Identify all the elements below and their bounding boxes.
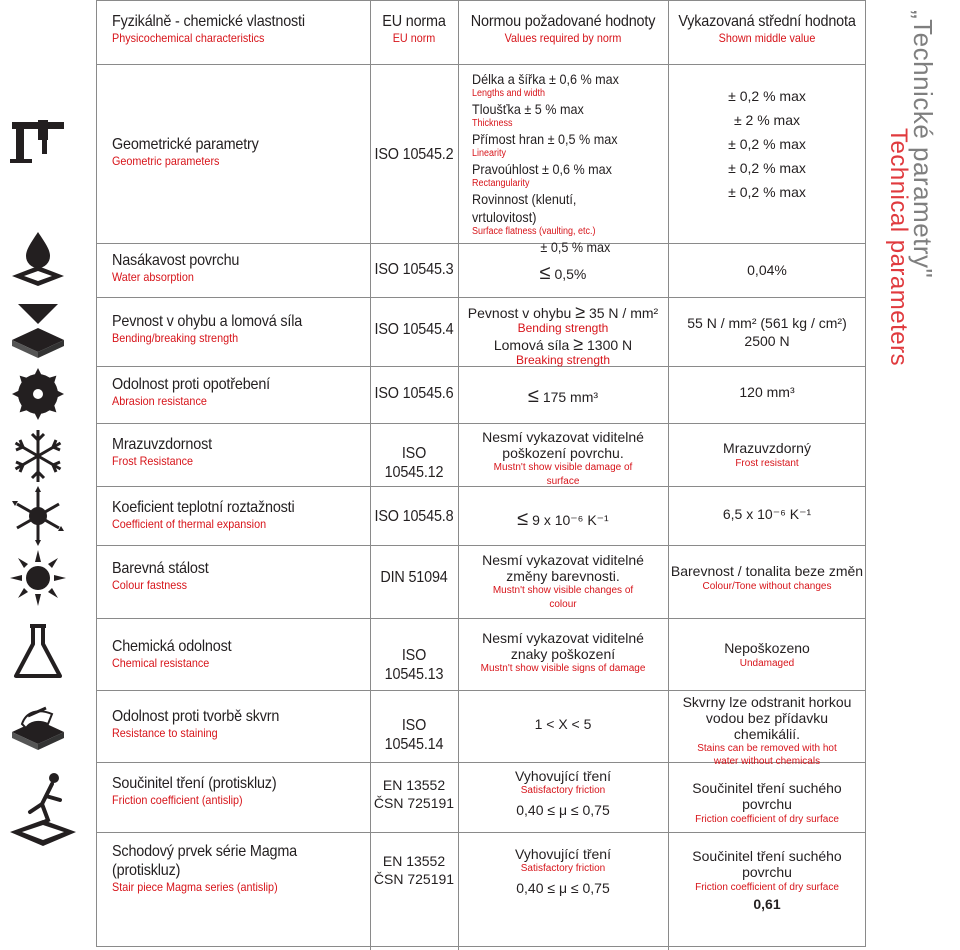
norm: ISO 10545.2: [374, 146, 454, 163]
req-line: Přímost hran ± 0,5 % max: [472, 131, 618, 147]
value-en: Friction coefficient of dry surface: [695, 814, 839, 825]
value-line: ± 0,2 % max: [728, 160, 806, 176]
greater-equal-symbol: ≥: [573, 334, 584, 354]
row-thermal-name: [112, 498, 370, 532]
req-label: Lomová síla: [493, 337, 570, 353]
row-absorption-norm: [370, 260, 458, 279]
row-stair-required: [458, 846, 668, 896]
value: 6,5 x 10⁻⁶ K⁻¹: [722, 506, 812, 522]
name-en: Colour fastness: [112, 578, 188, 592]
name-en: Water absorption: [112, 270, 194, 284]
req-value: 35 N / mm²: [588, 305, 659, 321]
norm: ČSN 725191: [373, 871, 455, 887]
sidebar-title-grey: „Technické parametry": [908, 10, 938, 279]
name-cz: Schodový prvek série Magma (protiskluz): [112, 843, 298, 879]
flask-icon: [8, 622, 68, 682]
req-en: Surface flatness (vaulting, etc.): [472, 226, 596, 237]
name-cz: Odolnost proti tvorbě skvrn: [112, 708, 280, 725]
row-friction-name: [112, 774, 370, 808]
press-icon: [8, 300, 68, 360]
req-value: 0,5%: [554, 266, 587, 282]
req-en: Thickness: [472, 118, 513, 129]
row-abrasion-name: [112, 375, 370, 409]
value-en: Friction coefficient of dry surface: [695, 882, 839, 893]
row-frost-norm: [370, 444, 458, 482]
snowflake-icon: [8, 426, 68, 486]
req-en: Satisfactory friction: [520, 785, 606, 796]
req-en: Linearity: [472, 148, 507, 159]
name-en: Stair piece Magma series (antislip): [112, 880, 278, 894]
req-text: Nesmí vykazovat viditelné změny barevnosti.: [482, 552, 644, 584]
value-cz: Nepoškozeno: [724, 640, 810, 656]
value-cz: Barevnost / tonalita beze změn: [670, 563, 864, 579]
header-cz: Normou požadované hodnoty: [470, 13, 656, 30]
slipping-person-icon: [8, 770, 78, 850]
req-label: Pevnost v ohybu: [467, 305, 572, 321]
row-absorption-required: [458, 262, 668, 285]
row-staining-norm: [370, 716, 458, 754]
row-absorption-value: [668, 262, 866, 278]
row-bending-value: [668, 314, 866, 350]
caliper-icon: [8, 112, 68, 172]
sun-icon: [8, 548, 68, 608]
header-cz: EU norma: [382, 13, 446, 30]
row-divider: [96, 423, 866, 424]
row-colour-name: [112, 559, 370, 593]
row-divider: [96, 545, 866, 546]
saw-blade-icon: [8, 364, 68, 424]
row-chemical-required: [458, 630, 668, 676]
header-norm: [370, 12, 458, 46]
row-friction-required: [458, 768, 668, 818]
row-bending-norm: [370, 320, 458, 339]
req-en: Rectangularity: [472, 178, 530, 189]
req-en: Mustn't show visible changes of colour: [492, 585, 634, 610]
name-cz: Chemická odolnost: [112, 638, 232, 655]
stained-tile-icon: [8, 694, 68, 754]
row-divider: [96, 64, 866, 65]
req-value: 1 < X < 5: [534, 716, 592, 732]
norm: ISO 10545.4: [374, 321, 454, 338]
req-line: ± 0,5 % max: [540, 239, 611, 255]
name-en: Bending/breaking strength: [112, 331, 239, 345]
row-colour-required: [458, 552, 668, 612]
header-en: Values required by norm: [504, 31, 622, 45]
value-en: Frost resistant: [735, 458, 799, 469]
row-thermal-norm: [370, 507, 458, 526]
less-equal-symbol: ≤: [527, 385, 539, 407]
row-geometric-name: [112, 135, 370, 169]
name-en: Geometric parameters: [112, 154, 220, 168]
value-en: Undamaged: [739, 658, 795, 669]
req-text: Vyhovující tření: [515, 768, 611, 784]
req-en: Mustn't show visible signs of damage: [480, 663, 646, 674]
row-geometric-required: [472, 70, 662, 256]
value-cz: Skvrny lze odstranit horkou vodou bez přídavku chemikálií.: [682, 694, 852, 742]
row-staining-required: [458, 716, 668, 732]
row-stair-value: [668, 848, 866, 912]
less-equal-symbol: ≤: [539, 262, 551, 284]
row-divider: [96, 832, 866, 833]
row-abrasion-value: [668, 384, 866, 400]
req-en: Satisfactory friction: [520, 863, 606, 874]
row-frost-value: [668, 440, 866, 472]
name-en: Chemical resistance: [112, 656, 210, 670]
value-en: Colour/Tone without changes: [702, 581, 832, 592]
row-friction-norm: [370, 776, 458, 812]
value-line: ± 0,2 % max: [728, 88, 806, 104]
row-divider: [96, 690, 866, 691]
req-value: 0,40 ≤ μ ≤ 0,75: [516, 880, 610, 896]
row-geometric-value: [668, 84, 866, 204]
norm: ISO 10545.6: [374, 385, 454, 402]
row-chemical-norm: [370, 646, 458, 684]
row-colour-norm: [370, 568, 458, 587]
norm: ISO 10545.8: [374, 508, 454, 525]
norm: DIN 51094: [380, 569, 448, 586]
header-en: Physicochemical characteristics: [112, 31, 265, 45]
req-text: Nesmí vykazovat viditelné znaky poškození: [482, 630, 644, 662]
name-cz: Součinitel tření (protiskluz): [112, 775, 277, 792]
req-value: 9 x 10⁻⁶ K⁻¹: [532, 512, 609, 528]
less-equal-symbol: ≤: [517, 508, 529, 530]
water-drop-icon: [8, 228, 68, 288]
header-characteristics: [112, 12, 370, 46]
breaking-line: [458, 336, 668, 353]
name-cz: Barevná stálost: [112, 560, 209, 577]
value-cz: Součinitel tření suchého povrchu: [692, 780, 842, 812]
row-thermal-required: [458, 508, 668, 531]
row-abrasion-required: [458, 385, 668, 408]
req-value: 175 mm³: [542, 389, 599, 405]
row-geometric-norm: [370, 145, 458, 164]
row-frost-name: [112, 435, 370, 469]
value-cz: Součinitel tření suchého povrchu: [692, 848, 842, 880]
value-line: 55 N / mm² (561 kg / cm²): [687, 315, 847, 331]
value-line: 2500 N: [744, 333, 790, 349]
name-cz: Nasákavost povrchu: [112, 252, 240, 269]
name-cz: Odolnost proti opotřebení: [112, 376, 271, 393]
norm: EN 13552: [382, 777, 446, 793]
req-line: Tloušťka ± 5 % max: [472, 101, 584, 117]
header-cz: Fyzikálně - chemické vlastnosti: [112, 13, 305, 30]
norm: ISO 10545.12: [384, 445, 444, 481]
name-cz: Mrazuvzdornost: [112, 436, 212, 453]
row-divider: [96, 297, 866, 298]
req-value: 1300 N: [587, 337, 633, 353]
name-en: Abrasion resistance: [112, 394, 207, 408]
bending-line: [458, 304, 668, 321]
value-line: ± 0,2 % max: [728, 184, 806, 200]
row-bending-name: [112, 312, 370, 346]
norm: ISO 10545.13: [384, 647, 444, 683]
req-text: Vyhovující tření: [515, 846, 611, 862]
row-colour-value: [668, 563, 866, 595]
row-staining-value: [668, 694, 866, 768]
req-text: Nesmí vykazovat viditelné poškození povrchu.: [482, 429, 644, 461]
greater-equal-symbol: ≥: [575, 302, 586, 322]
row-divider: [96, 618, 866, 619]
name-en: Frost Resistance: [112, 454, 194, 468]
header-en: Shown middle value: [718, 31, 816, 45]
row-absorption-name: [112, 251, 370, 285]
row-abrasion-norm: [370, 384, 458, 403]
value-line: ± 0,2 % max: [728, 136, 806, 152]
value-number: 0,61: [753, 896, 781, 912]
row-friction-value: [668, 780, 866, 828]
req-en: Mustn't show visible damage of surface: [493, 462, 633, 487]
req-line: Pravoúhlost ± 0,6 % max: [472, 161, 612, 177]
name-cz: Geometrické parametry: [112, 136, 259, 153]
norm: ČSN 725191: [373, 795, 455, 811]
req-en: Breaking strength: [515, 353, 611, 367]
value-cz: Mrazuvzdorný: [723, 440, 811, 456]
req-value: 0,40 ≤ μ ≤ 0,75: [516, 802, 610, 818]
row-chemical-name: [112, 637, 370, 671]
value-en: Stains can be removed with hot water without chemicals: [697, 743, 837, 767]
value: 120 mm³: [739, 384, 795, 400]
norm: ISO 10545.3: [374, 261, 454, 278]
row-bending-required: [458, 304, 668, 368]
row-stair-norm: [370, 852, 458, 888]
name-cz: Pevnost v ohybu a lomová síla: [112, 313, 303, 330]
row-frost-required: [458, 429, 668, 489]
value: 0,04%: [747, 262, 787, 278]
value-line: ± 2 % max: [733, 112, 801, 128]
req-en: Bending strength: [517, 321, 609, 335]
name-en: Resistance to staining: [112, 726, 218, 740]
row-staining-name: [112, 707, 370, 741]
row-thermal-value: [668, 506, 866, 523]
header-shown-value: [668, 12, 866, 46]
norm: ISO 10545.14: [384, 717, 444, 753]
header-required: [458, 12, 668, 46]
row-stair-name: [112, 842, 352, 895]
row-chemical-value: [668, 640, 866, 672]
header-en: EU norm: [392, 31, 436, 45]
req-line: Délka a šířka ± 0,6 % max: [472, 71, 619, 87]
header-cz: Vykazovaná střední hodnota: [678, 13, 856, 30]
name-en: Coefficient of thermal expansion: [112, 517, 267, 531]
name-en: Friction coefficient (antislip): [112, 793, 243, 807]
req-line: Rovinnost (klenutí, vrtulovitost): [472, 191, 577, 225]
name-cz: Koeficient teplotní roztažnosti: [112, 499, 295, 516]
norm: EN 13552: [382, 853, 446, 869]
sidebar-title-red: Technical parameters: [885, 128, 912, 367]
req-en: Lengths and width: [472, 88, 546, 99]
snowflake-sun-icon: [8, 486, 68, 546]
